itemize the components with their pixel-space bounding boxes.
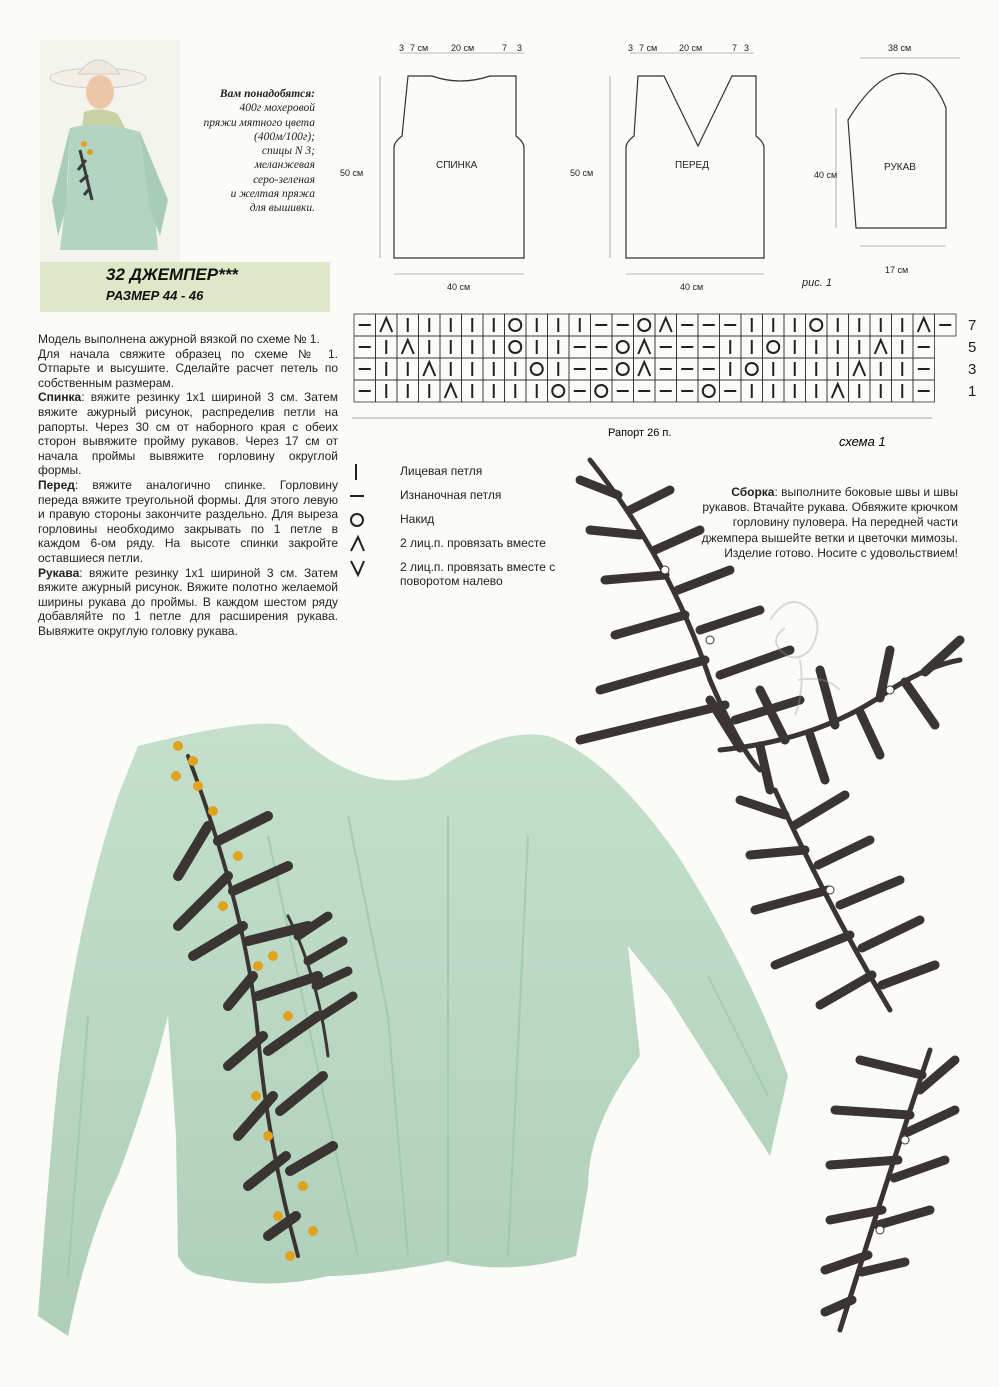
- materials-line: спицы N 3;: [261, 145, 315, 158]
- chart-symbol: [509, 341, 521, 353]
- chart-symbol: [810, 319, 822, 331]
- chart-symbol: [445, 384, 457, 398]
- pattern-diagrams: [340, 38, 980, 298]
- back-dim-top-1: 3: [399, 43, 405, 53]
- sweater-body: [38, 724, 788, 1337]
- rapport-label: Рапорт 26 п.: [608, 427, 672, 439]
- sleeve-pattern: [814, 43, 960, 275]
- back-paragraph: [38, 390, 338, 478]
- chart-cell: [634, 314, 656, 336]
- chart-cell: [548, 380, 570, 402]
- front-dim-top-2: 7 см: [639, 43, 658, 53]
- materials-line: меланжевая: [254, 159, 315, 172]
- chart-cell: [505, 336, 527, 358]
- chart-symbol: [380, 318, 392, 332]
- chart-cell: [698, 380, 720, 402]
- stitch-legend: [348, 462, 588, 592]
- front-dim-width: 40 см: [680, 282, 704, 292]
- chart-row-labels: [968, 317, 976, 400]
- k2tog-icon: [348, 534, 368, 554]
- back-dim-width: 40 см: [447, 282, 471, 292]
- chart-row-label: 7: [968, 317, 977, 334]
- chart-symbol: [531, 363, 543, 375]
- chart-symbol: [638, 340, 650, 354]
- legend-row: [348, 510, 588, 534]
- front-dim-top-5: 3: [744, 43, 750, 53]
- chart-cell: [612, 336, 634, 358]
- purl-stitch-icon: [348, 486, 368, 506]
- chart-symbol: [638, 319, 650, 331]
- front-text: : вяжите аналогично спинке. Горловину переда вяжите треугольной формы. Для этого левую и правую стороны закончите раздельно. Для выреза горловины необходимо закрывать по 1 петле в каждом 6-ом ряду. На высоте спинки закройте оставшиеся петли.: [38, 477, 338, 565]
- rose-watermark-icon: [730, 580, 870, 720]
- chart-symbol: [617, 341, 629, 353]
- chart-grid: [354, 314, 956, 402]
- chart-symbol: [746, 363, 758, 375]
- sleeve-dim-top: 38 см: [888, 43, 912, 53]
- legend-label: 2 лиц.п. провязать вместе с поворотом налево: [400, 560, 556, 588]
- chart-cell: [806, 314, 828, 336]
- materials-list: [175, 87, 315, 216]
- chart-symbol: [552, 385, 564, 397]
- chart-row-label: 5: [968, 339, 977, 356]
- model-photo: [40, 40, 180, 262]
- sleeve-pattern-name: РУКАВ: [884, 162, 916, 173]
- yarn-over-icon: [348, 510, 368, 530]
- materials-line: пряжи мятного цвета: [203, 116, 315, 129]
- intro-paragraph: Для начала свяжите образец по схеме № 1. Отпарьте и высушите. Сделайте расчет петель по собственным размерам.: [38, 346, 338, 390]
- chart-cell: [526, 358, 548, 380]
- legend-label: 2 лиц.п. провязать вместе: [400, 536, 546, 550]
- materials-line: серо-зеленая: [253, 173, 315, 186]
- chart-symbol: [767, 341, 779, 353]
- legend-row: [348, 462, 588, 486]
- front-dim-top-3: 20 см: [679, 43, 703, 53]
- page-title: 32 ДЖЕМПЕР***: [106, 265, 238, 284]
- legend-row: [348, 534, 588, 558]
- chart-symbol: [617, 363, 629, 375]
- front-dim-height: 50 см: [570, 168, 594, 178]
- legend-label: Лицевая петля: [400, 464, 483, 478]
- fern-branch: [825, 1050, 955, 1330]
- chart-symbol: [638, 362, 650, 376]
- sweater-photo: [28, 716, 808, 1356]
- sleeve-dim-height: 40 см: [814, 170, 838, 180]
- assembly-label: Сборка: [731, 485, 775, 499]
- materials-line: (400м/100г);: [253, 130, 315, 143]
- chart-cell: [763, 336, 785, 358]
- chart-row-label: 1: [968, 383, 977, 400]
- front-dim-top-4: 7: [732, 43, 738, 53]
- legend-label: Изнаночная петля: [400, 488, 502, 502]
- materials-line: для вышивки.: [249, 202, 315, 215]
- chart-cell: [741, 358, 763, 380]
- materials-line: и желтая пряжа: [230, 188, 315, 201]
- chart-symbol: [918, 318, 930, 332]
- front-paragraph: [38, 478, 338, 566]
- back-pattern-name: СПИНКА: [436, 160, 478, 171]
- back-label: Спинка: [38, 390, 82, 405]
- intro-paragraph: Модель выполнена ажурной вязкой по схеме № 1.: [38, 332, 320, 346]
- instructions: [38, 332, 338, 638]
- materials-line: 400г мохеровой: [239, 102, 315, 115]
- back-dim-top-3: 20 см: [451, 43, 475, 53]
- assembly-text: [690, 485, 958, 561]
- assembly-body: : выполните боковые швы и швы рукавов. Втачайте рукава. Обвяжите крючком горловину пуловера. На передней части джемпера вышейте ветки и цветочки мимозы. Изделие готово. Носите с удовольствием!: [701, 485, 958, 560]
- chart-symbol: [595, 385, 607, 397]
- chart-cell: [591, 380, 613, 402]
- legend-label: Накид: [400, 512, 435, 526]
- front-dim-top-1: 3: [628, 43, 634, 53]
- chart-symbol: [875, 340, 887, 354]
- figure-label: рис. 1: [802, 277, 832, 289]
- chart-symbol: [832, 384, 844, 398]
- chart-symbol: [703, 385, 715, 397]
- sleeve-dim-bottom: 17 см: [885, 265, 909, 275]
- chart-symbol: [423, 362, 435, 376]
- legend-row: [348, 558, 588, 592]
- back-dim-top-4: 7: [502, 43, 508, 53]
- chart-title: схема 1: [839, 434, 886, 449]
- k2tog-left-icon: [348, 558, 368, 578]
- back-dim-top-5: 3: [517, 43, 523, 53]
- materials-title: Вам понадобятся:: [219, 88, 315, 100]
- sleeve-text: : вяжите резинку 1х1 шириной 3 см. Затем вяжите ажурный рисунок. Вяжите полотно желаемой ширины рукава до проймы. В каждом шестом ряду добавляйте по 1 петле для расширения рукава. Вывяжите округлую головку рукава.: [38, 565, 338, 638]
- chart-cell: [505, 314, 527, 336]
- sleeve-label: Рукава: [38, 565, 80, 580]
- back-text: : вяжите резинку 1х1 шириной 3 см. Затем вяжите ажурный рисунок, распределив петли на рапорты. Через 30 см от наборного края с обеих сторон вывяжите пройму рукавов. Через 17 см от начала проймы вывяжите горловину округлой формы.: [38, 390, 338, 478]
- front-pattern-name: ПЕРЕД: [675, 160, 709, 171]
- chart-cell: [612, 358, 634, 380]
- knit-stitch-icon: [348, 462, 368, 482]
- back-pattern: [340, 43, 524, 292]
- chart-row-label: 3: [968, 361, 977, 378]
- chart-symbol: [853, 362, 865, 376]
- stitch-chart: [352, 310, 977, 450]
- back-dim-top-2: 7 см: [410, 43, 429, 53]
- legend-row: [348, 486, 588, 510]
- front-pattern: [570, 43, 764, 292]
- size-label: РАЗМЕР 44 - 46: [106, 288, 204, 303]
- sleeve-paragraph: [38, 566, 338, 639]
- front-label: Перед: [38, 477, 75, 492]
- back-dim-height: 50 см: [340, 168, 364, 178]
- chart-symbol: [509, 319, 521, 331]
- chart-symbol: [402, 340, 414, 354]
- chart-symbol: [660, 318, 672, 332]
